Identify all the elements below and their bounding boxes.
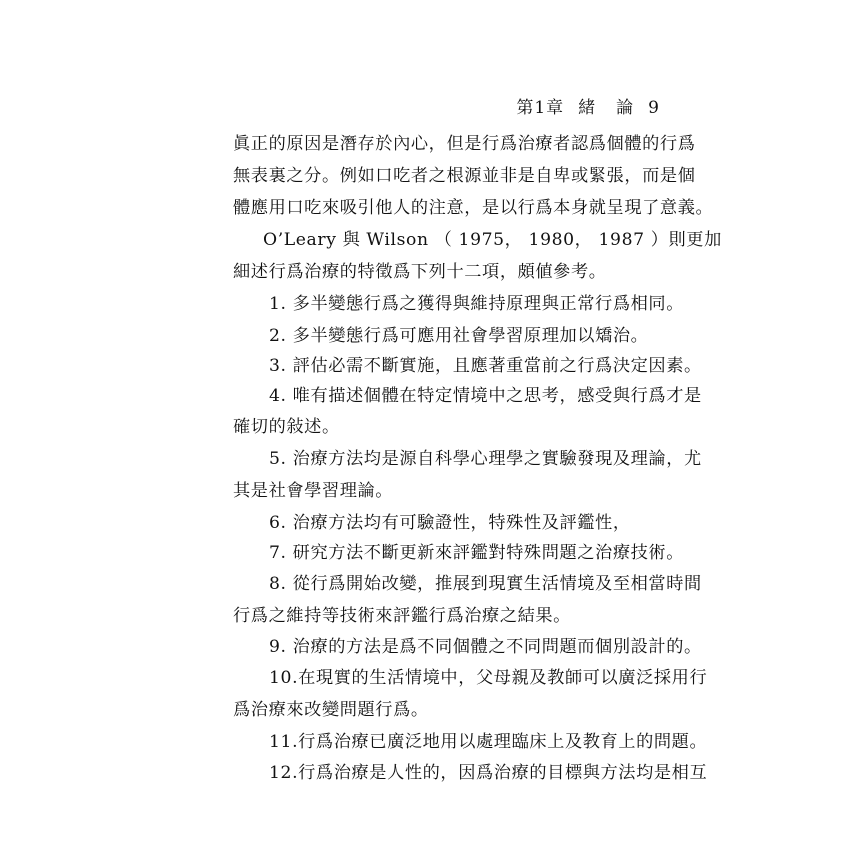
list-item: 8. 從行爲開始改變，推展到現實生活情境及至相當時間 xyxy=(269,574,702,594)
chapter-title-char-1: 緒 xyxy=(578,98,597,118)
list-item-continuation: 爲治療來改變問題行爲。 xyxy=(233,700,429,720)
list-item: 9. 治療的方法是爲不同個體之不同問題而個別設計的。 xyxy=(269,637,702,657)
list-item: 2. 多半變態行爲可應用社會學習原理加以矯治。 xyxy=(269,326,649,346)
list-item: 12.行爲治療是人性的，因爲治療的目標與方法均是相互 xyxy=(269,763,708,783)
list-item-continuation: 行爲之維持等技術來評鑑行爲治療之結果。 xyxy=(233,606,571,626)
paragraph-line: 眞正的原因是潛存於內心，但是行爲治療者認爲個體的行爲 xyxy=(233,134,696,154)
page-number: 9 xyxy=(648,98,660,118)
chapter-label: 第1章 xyxy=(516,98,565,118)
list-item: 7. 研究方法不斷更新來評鑑對特殊問題之治療技術。 xyxy=(269,543,684,563)
running-header xyxy=(516,93,660,118)
paragraph-line: 細述行爲治療的特徵爲下列十二項，頗値參考。 xyxy=(233,262,607,282)
list-item-continuation: 確切的敍述。 xyxy=(233,417,340,437)
paragraph-line: 無表裏之分。例如口吃者之根源並非是自卑或緊張，而是個 xyxy=(233,166,696,186)
list-item: 11.行爲治療已廣泛地用以處理臨床上及教育上的問題。 xyxy=(269,732,708,752)
list-item-continuation: 其是社會學習理論。 xyxy=(233,481,394,501)
list-item: 10.在現實的生活情境中，父母親及教師可以廣泛採用行 xyxy=(269,668,708,688)
list-item: 3. 評估必需不斷實施，且應著重當前之行爲決定因素。 xyxy=(269,356,702,376)
list-item: 6. 治療方法均有可驗證性，特殊性及評鑑性， xyxy=(269,513,631,533)
list-item: 1. 多半變態行爲之獲得與維持原理與正常行爲相同。 xyxy=(269,294,684,314)
list-item: 4. 唯有描述個體在特定情境中之思考，感受與行爲才是 xyxy=(269,386,702,406)
list-item: 5. 治療方法均是源自科學心理學之實驗發現及理論，尤 xyxy=(269,449,702,469)
paragraph-line: 體應用口吃來吸引他人的注意，是以行爲本身就呈現了意義。 xyxy=(233,198,714,218)
paragraph-line: O’Leary 與 Wilson （ 1975， 1980， 1987 ）則更加 xyxy=(263,230,722,250)
chapter-title-char-2: 論 xyxy=(616,98,635,118)
